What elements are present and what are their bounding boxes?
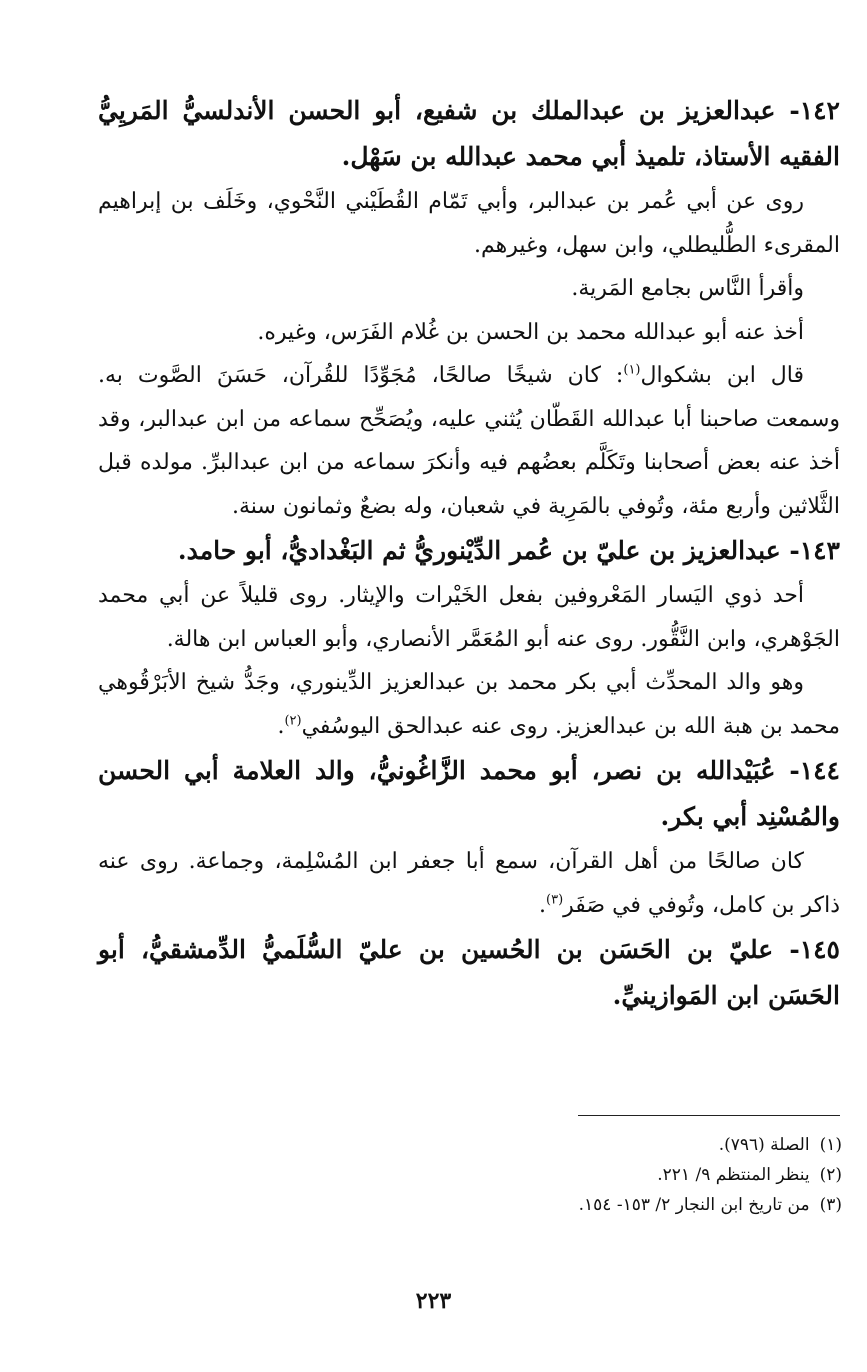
entry-144-description-end: . bbox=[539, 892, 546, 918]
page-number: ٢٢٣ bbox=[415, 1288, 452, 1314]
main-text bbox=[98, 88, 840, 1019]
entry-142-quote-start: قال ابن بشكوال bbox=[640, 363, 804, 388]
footnote-1-text: الصلة (٧٩٦). bbox=[718, 1135, 810, 1155]
footnote-ref-3[interactable]: (٣) bbox=[546, 892, 564, 908]
entry-143-family-text: وهو والد المحدِّث أبي بكر محمد بن عبدالعزيز الدِّينوري، وجَدُّ شيخ الأبَرْقُوهي محمد بن هبة الله بن عبدالعزيز. روى عنه عبدالحق اليوسُفي bbox=[98, 670, 840, 739]
entry-142-ibn-bashkuwal bbox=[98, 354, 840, 528]
footnote-1 bbox=[98, 1130, 842, 1160]
footnote-3 bbox=[98, 1190, 842, 1220]
entry-145-heading: ١٤٥- عليّ بن الحَسَن بن الحُسين بن عليّ السُّلَميُّ الدِّمشقيُّ، أبو الحَسَن ابن المَوازينيِّ. bbox=[98, 935, 840, 1010]
footnote-ref-1[interactable]: (١) bbox=[623, 362, 641, 378]
entry-144-description bbox=[98, 840, 840, 927]
entry-143-heading: ١٤٣- عبدالعزيز بن عليّ بن عُمر الدِّيْنوريُّ ثم البَغْداديُّ، أبو حامد. bbox=[177, 536, 840, 565]
entry-143-description: أحد ذوي اليَسار المَعْروفين بفعل الخَيْرات والإيثار. روى قليلاً عن أبي محمد الجَوْهري، وابن النَّقُّور. روى عنه أبو المُعَمَّر الأنصاري، وأبو العباس ابن هالة. bbox=[98, 583, 840, 652]
footnote-1-number: (١) bbox=[819, 1135, 842, 1155]
footnote-2-text: ينظر المنتظم ٩/ ٢٢١. bbox=[657, 1165, 810, 1185]
entry-144-heading: ١٤٤- عُبَيْدالله بن نصر، أبو محمد الزَّاغُونيُّ، والد العلامة أبي الحسن والمُسْنِد أبي بكر. bbox=[98, 756, 840, 831]
entry-143-family bbox=[98, 661, 840, 748]
entry-142-teaching: وأقرأ النَّاس بجامع المَرية. bbox=[571, 276, 804, 301]
footnote-ref-2[interactable]: (٢) bbox=[284, 713, 302, 729]
entry-144-description-text: كان صالحًا من أهل القرآن، سمع أبا جعفر ابن المُسْلِمة، وجماعة. روى عنه ذاكر بن كامل، وتُوفي في صَفَر bbox=[98, 849, 840, 918]
footnotes-section bbox=[98, 1130, 842, 1220]
footnote-2 bbox=[98, 1160, 842, 1190]
entry-142-narrators: روى عن أبي عُمر بن عبدالبر، وأبي تَمّام القُطَيْني النَّحْوي، وخَلَف بن إبراهيم المقرىء الطُّليطلي، وابن سهل، وغيرهم. bbox=[98, 189, 840, 258]
footnote-3-number: (٣) bbox=[819, 1195, 842, 1215]
entry-142-quote-rest: : كان شيخًا صالحًا، مُجَوِّدًا للقُرآن، حَسَنَ الصَّوت به. وسمعت صاحبنا أبا عبدالله القَطّان يُثني عليه، ويُصَحِّح سماعه من ابن عبدالبر، وقد أخذ عنه بعض أصحابنا وتَكَلَّم بعضُهم فيه وأنكرَ سماعه من ابن عبدالبرِّ. مولده قبل الثَّلاثين وأربع مئة، وتُوفي بالمَرِية في شعبان، وله بضعٌ وثمانون سنة. bbox=[98, 363, 840, 519]
entry-143-family-end: . bbox=[277, 713, 285, 739]
footnote-3-text: من تاريخ ابن النجار ٢/ ١٥٣- ١٥٤. bbox=[578, 1195, 810, 1215]
footnote-2-number: (٢) bbox=[819, 1165, 842, 1185]
entry-142-students: أخذ عنه أبو عبدالله محمد بن الحسن بن غُلام الفَرَس، وغيره. bbox=[257, 319, 804, 345]
entry-142-heading: ١٤٢- عبدالعزيز بن عبدالملك بن شفيع، أبو الحسن الأندلسيُّ المَريِيُّ الفقيه الأستاذ، تلميذ أبي محمد عبدالله بن سَهْل. bbox=[98, 96, 840, 171]
footnote-divider bbox=[578, 1115, 840, 1116]
